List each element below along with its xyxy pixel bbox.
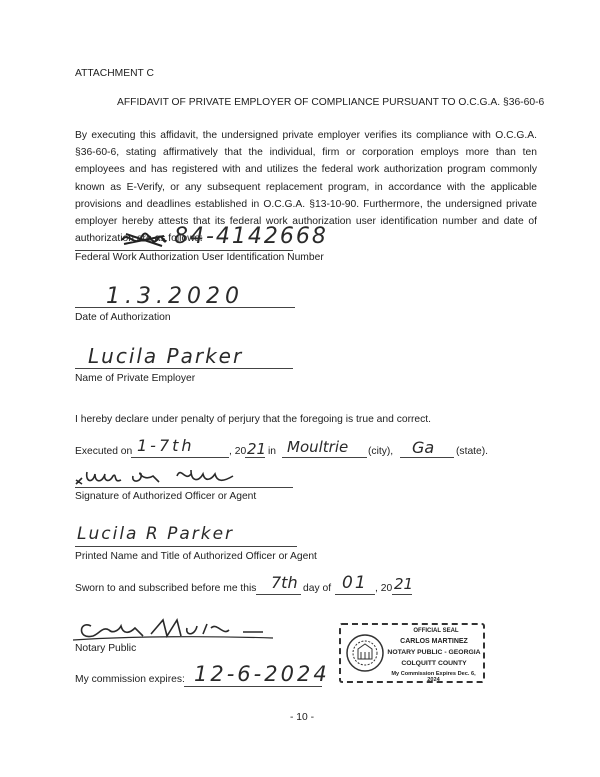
sworn-month-line bbox=[335, 594, 375, 595]
employer-line bbox=[75, 368, 293, 369]
executed-city: Moultrie bbox=[287, 438, 349, 456]
seal-line-3: NOTARY PUBLIC - GEORGIA bbox=[387, 649, 481, 656]
executed-city-line bbox=[282, 457, 367, 458]
sworn-year: 21 bbox=[394, 575, 414, 593]
executed-state-line bbox=[400, 457, 454, 458]
seal-line-2: CARLOS MARTINEZ bbox=[400, 638, 468, 645]
user-id-label: Federal Work Authorization User Identification Number bbox=[75, 252, 324, 263]
seal-line-5: My Commission Expires Dec. 6, 2024 bbox=[391, 671, 476, 683]
date-auth-line bbox=[75, 307, 295, 308]
sworn-prefix: Sworn to and subscribed before me this bbox=[75, 583, 257, 594]
sworn-month: 01 bbox=[342, 573, 368, 593]
notary-seal bbox=[339, 623, 485, 683]
commission-line bbox=[184, 686, 322, 687]
printed-name-value: Lucila R Parker bbox=[77, 524, 235, 544]
signature-line bbox=[75, 487, 293, 488]
user-id-value: 84-4142668 bbox=[174, 224, 328, 249]
declaration-text: I hereby declare under penalty of perjury that the foregoing is true and correct. bbox=[75, 414, 432, 425]
user-id-line bbox=[75, 250, 293, 251]
executed-prefix: Executed on bbox=[75, 446, 133, 457]
executed-state-label: (state). bbox=[456, 446, 489, 457]
executed-year-prefix: , 20 bbox=[229, 446, 247, 457]
notary-signature bbox=[73, 612, 293, 644]
notary-label: Notary Public bbox=[75, 643, 137, 654]
seal-line-1: OFFICIAL SEAL bbox=[413, 628, 459, 634]
officer-signature bbox=[73, 460, 243, 490]
date-auth-label: Date of Authorization bbox=[75, 312, 171, 323]
sworn-year-line bbox=[392, 594, 412, 595]
employer-label: Name of Private Employer bbox=[75, 373, 196, 384]
executed-year: 21 bbox=[247, 440, 267, 458]
sworn-year-prefix: , 20 bbox=[375, 583, 393, 594]
document-title: AFFIDAVIT OF PRIVATE EMPLOYER OF COMPLIANCE PURSUANT TO O.C.G.A. §36-60-6 bbox=[117, 97, 545, 108]
executed-date-line bbox=[131, 457, 229, 458]
page-number: - 10 - bbox=[290, 712, 315, 723]
executed-in: in bbox=[268, 446, 277, 457]
signature-label: Signature of Authorized Officer or Agent bbox=[75, 491, 257, 502]
executed-year-line bbox=[245, 457, 265, 458]
executed-city-label: (city), bbox=[368, 446, 394, 457]
seal-line-4: COLQUITT COUNTY bbox=[401, 660, 467, 667]
employer-value: Lucila Parker bbox=[88, 344, 244, 368]
date-auth-value: 1.3.2020 bbox=[106, 284, 244, 309]
executed-date: 1-7th bbox=[137, 436, 195, 455]
commission-value: 12-6-2024 bbox=[194, 662, 330, 686]
scribble-mark bbox=[118, 228, 168, 252]
sworn-day: 7th bbox=[271, 573, 298, 592]
intro-paragraph: By executing this affidavit, the undersigned private employer verifies its compliance with O.C.G.A. §36-60-6, stating affirmatively that the individual, firm or corporation employs more than ten employees and has registered with and utilizes the federal work authorization program commonly known as E-Verify, or any subsequent replacement program, in accordance with the applicable provisions and deadlines established in O.C.G.A. §13-10-90. Furthermore, the undersigned private employer hereby attests that its federal work authorization user identification number and date of authorization are as follows: bbox=[75, 130, 537, 245]
sworn-day-line bbox=[256, 594, 301, 595]
printed-name-label: Printed Name and Title of Authorized Officer or Agent bbox=[75, 551, 317, 562]
printed-name-line bbox=[75, 546, 297, 547]
seal-emblem-icon bbox=[345, 633, 385, 673]
commission-label: My commission expires: bbox=[75, 674, 185, 685]
executed-state: Ga bbox=[412, 438, 435, 457]
sworn-day-of: day of bbox=[303, 583, 332, 594]
attachment-label: ATTACHMENT C bbox=[75, 68, 154, 79]
